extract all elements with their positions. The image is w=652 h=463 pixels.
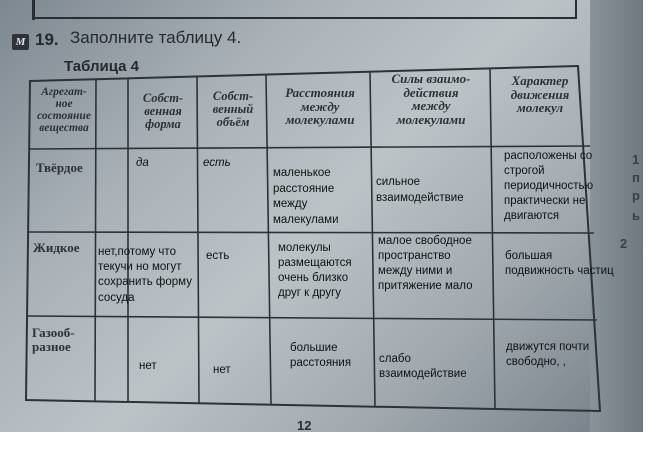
gas-motion: движутся почти свободно, , xyxy=(506,341,590,368)
margin-mark: 2 xyxy=(620,236,628,251)
margin-mark: р xyxy=(632,188,640,203)
liquid-motion: большая подвижность частиц xyxy=(505,250,614,277)
margin-mark: п xyxy=(632,170,640,185)
method-icon: М xyxy=(12,34,29,50)
header-shape: Собст- венная форма xyxy=(142,91,184,132)
solid-motion: расположены со строгой периодичностью практически не двигаются xyxy=(504,150,594,222)
solid-distance: маленькое расстояние между малекулами xyxy=(273,167,339,226)
liquid-shape: нет,потому что текучи но могут сохранить форму сосуда xyxy=(98,246,192,304)
header-distance: Расстояния между молекулами xyxy=(285,85,355,128)
liquid-forces: малое свободное пространство между ними и притяжение мало xyxy=(378,235,473,292)
gas-shape: нет xyxy=(139,360,157,372)
page-number: 12 xyxy=(297,418,312,432)
header-volume: Собст- венный объём xyxy=(212,89,254,130)
header-state: Агрегат- ное состояние вещества xyxy=(37,86,91,135)
solid-volume: есть xyxy=(203,157,231,169)
table-title: Таблица 4 xyxy=(64,58,140,75)
liquid-distance: молекулы размещаются очень близко друг к другу xyxy=(278,242,352,299)
task-number: 19. xyxy=(35,30,59,49)
solid-shape: да xyxy=(136,157,149,169)
row-label-gas: Газооб- разное xyxy=(32,325,75,355)
margin-mark: ь xyxy=(632,208,640,223)
liquid-volume: есть xyxy=(206,250,230,262)
gas-volume: нет xyxy=(213,364,231,376)
task-text: Заполните таблицу 4. xyxy=(70,28,242,47)
header-forces: Силы взаимо- действия между молекулами xyxy=(391,71,471,127)
row-label-solid: Твёрдое xyxy=(36,160,83,175)
gas-distance: большие расстояния xyxy=(290,342,352,369)
margin-mark: 1 xyxy=(632,152,640,167)
header-motion: Характер движения молекул xyxy=(510,73,570,116)
solid-forces: сильное взаимодействие xyxy=(376,176,464,204)
gas-forces: слабо взаимодействие xyxy=(379,353,467,380)
row-label-liquid: Жидкое xyxy=(33,240,80,255)
